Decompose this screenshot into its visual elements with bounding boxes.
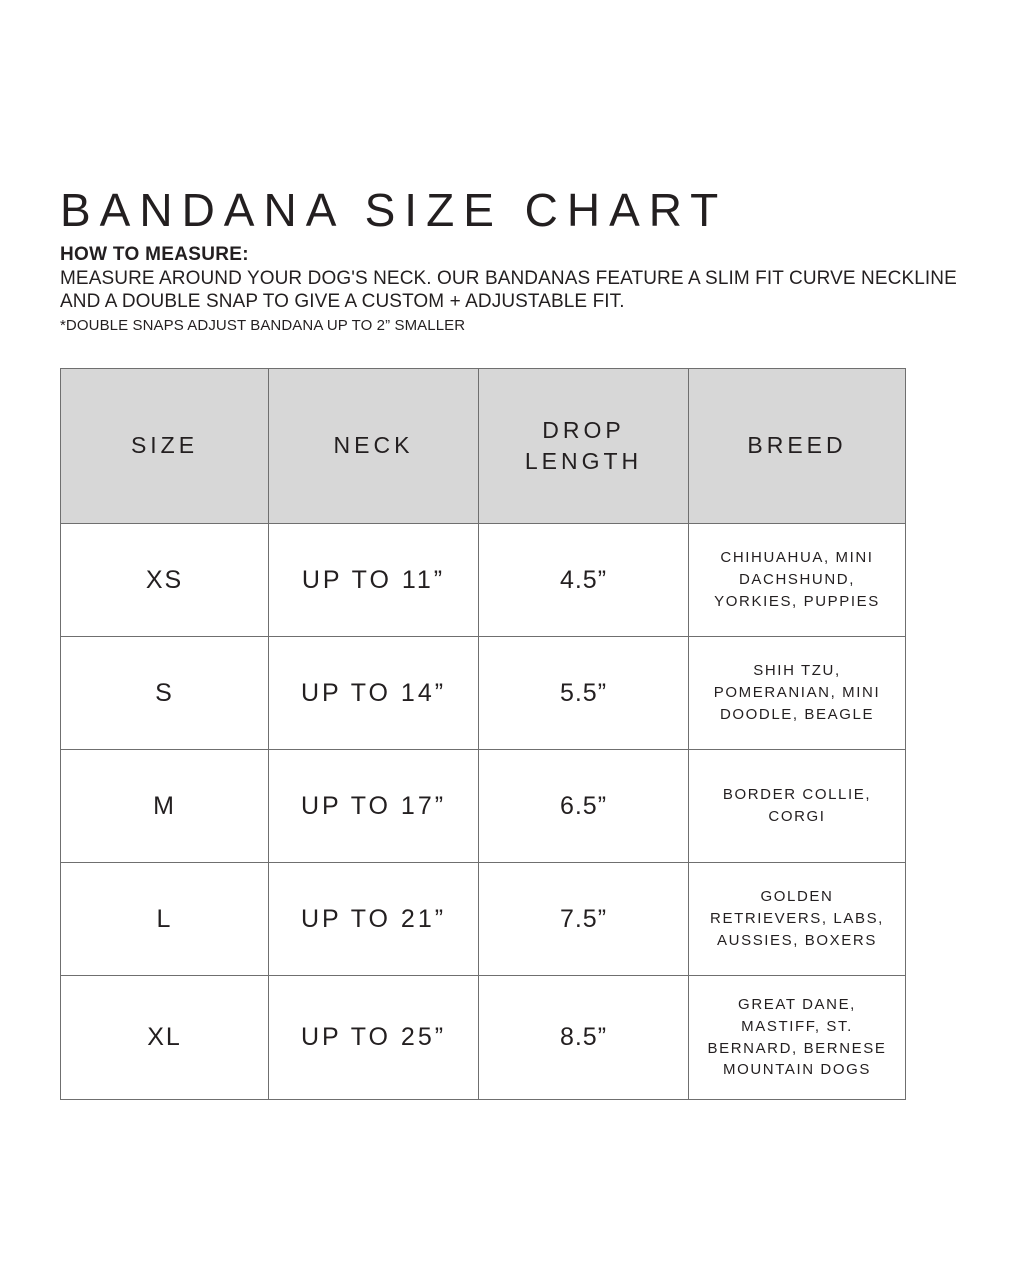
column-header-drop-length [479, 369, 689, 524]
footnote: *DOUBLE SNAPS ADJUST BANDANA UP TO 2” SMALLER [60, 316, 466, 334]
column-header-breed: BREED [689, 369, 906, 524]
cell-drop-length: 8.5” [479, 976, 689, 1100]
cell-size: L [61, 863, 269, 976]
cell-breed: BORDER COLLIE, CORGI [689, 750, 906, 863]
cell-neck: UP TO 21” [269, 863, 479, 976]
cell-neck: UP TO 14” [269, 637, 479, 750]
header-block [60, 186, 990, 334]
table-row [61, 637, 906, 750]
table-row [61, 863, 906, 976]
column-header-neck: NECK [269, 369, 479, 524]
cell-neck: UP TO 11” [269, 524, 479, 637]
page-title: BANDANA SIZE CHART [60, 184, 728, 236]
how-to-measure-body: MEASURE AROUND YOUR DOG'S NECK. OUR BANDANAS FEATURE A SLIM FIT CURVE NECKLINE AND A DOUBLE SNAP TO GIVE A CUSTOM + ADJUSTABLE FIT. [60, 268, 957, 313]
cell-breed: GOLDEN RETRIEVERS, LABS, AUSSIES, BOXERS [689, 863, 906, 976]
cell-drop-length: 4.5” [479, 524, 689, 637]
size-chart-table [60, 368, 906, 1100]
column-header-drop-length-line2: LENGTH [524, 448, 643, 474]
cell-drop-length: 6.5” [479, 750, 689, 863]
cell-neck: UP TO 17” [269, 750, 479, 863]
cell-drop-length: 7.5” [479, 863, 689, 976]
cell-size: XL [61, 976, 269, 1100]
table-body [61, 524, 906, 1100]
cell-breed: GREAT DANE, MASTIFF, ST. BERNARD, BERNESE MOUNTAIN DOGS [689, 976, 906, 1100]
cell-size: M [61, 750, 269, 863]
cell-size: S [61, 637, 269, 750]
table-row [61, 976, 906, 1100]
cell-breed: CHIHUAHUA, MINI DACHSHUND, YORKIES, PUPPIES [689, 524, 906, 637]
cell-size: XS [61, 524, 269, 637]
cell-breed: SHIH TZU, POMERANIAN, MINI DOODLE, BEAGLE [689, 637, 906, 750]
table-row [61, 524, 906, 637]
column-header-size: SIZE [61, 369, 269, 524]
column-header-drop-length-line1: DROP [542, 416, 625, 443]
cell-drop-length: 5.5” [479, 637, 689, 750]
table-row [61, 750, 906, 863]
table-header [61, 369, 906, 524]
table-header-row [61, 369, 906, 524]
how-to-measure-label: HOW TO MEASURE: [60, 244, 249, 266]
cell-neck: UP TO 25” [269, 976, 479, 1100]
